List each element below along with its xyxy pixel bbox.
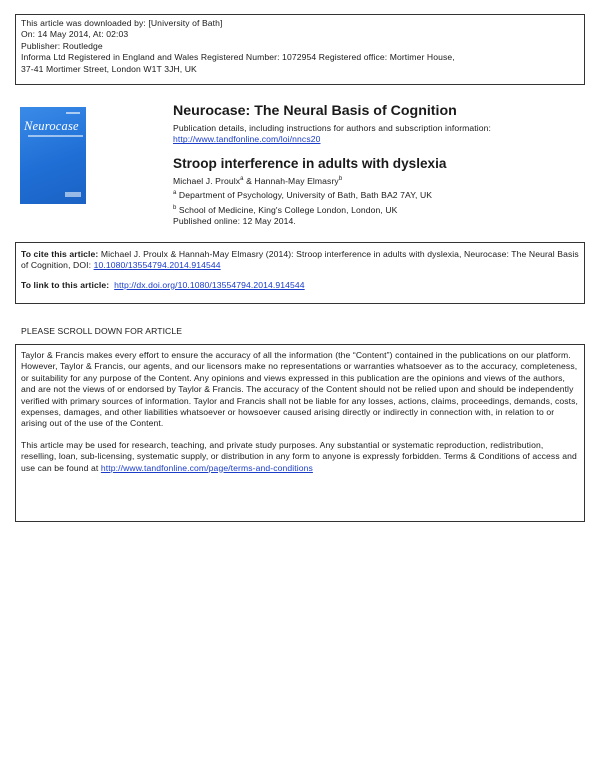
author-1: Michael J. Proulx	[173, 175, 241, 186]
publication-details	[173, 123, 585, 146]
cite-label: To cite this article:	[21, 249, 99, 259]
cover-top-mark	[66, 112, 80, 114]
cite-body: Michael J. Proulx & Hannah-May Elmasry (2014): Stroop interference in adults with dyslexia, Neurocase: The Neural Basis of Cognition, DOI:	[21, 249, 579, 271]
affiliation-a	[173, 190, 585, 201]
affiliation-a-text: Department of Psychology, University of Bath, Bath BA2 7AY, UK	[176, 190, 433, 201]
disclaimer-box	[15, 344, 585, 522]
download-line-3: Publisher: Routledge	[21, 40, 103, 51]
author-2-sup: b	[338, 175, 343, 182]
cite-doi-link[interactable]: 10.1080/13554794.2014.914544	[93, 260, 221, 271]
download-line-4: Informa Ltd Registered in England and Wales Registered Number: 1072954 Registered office: Mortimer House,	[21, 52, 455, 63]
article-doi-link[interactable]: http://dx.doi.org/10.1080/13554794.2014.914544	[114, 279, 305, 290]
citation-text	[21, 249, 579, 272]
cover-subtitle-bar	[28, 135, 83, 137]
affiliation-b-text: School of Medicine, King's College London, London, UK	[176, 204, 398, 215]
affiliation-b-sup: b	[173, 204, 177, 211]
disclaimer-paragraph-2-text: This article may be used for research, teaching, and private study purposes. Any substantial or systematic reproduction, redistribution, reselling, loan, sub-licensing, systematic supply, or distribution in any form to anyone is expressly forbidden. Terms & Conditions of access and use can be found at	[21, 439, 577, 473]
cover-title: Neurocase	[24, 119, 79, 133]
download-line-2: On: 14 May 2014, At: 02:03	[21, 29, 129, 40]
download-info-box	[15, 14, 585, 85]
journal-header	[173, 102, 585, 227]
affiliation-a-sup: a	[173, 190, 177, 197]
citation-box	[15, 242, 585, 304]
authors-line	[173, 176, 585, 187]
affiliation-b	[173, 205, 585, 216]
author-1-sup: a	[240, 175, 244, 182]
publication-details-text: Publication details, including instructions for authors and subscription information:	[173, 123, 492, 133]
journal-title: Neurocase: The Neural Basis of Cognition	[173, 103, 457, 119]
download-line-1: This article was downloaded by: [University of Bath]	[21, 18, 223, 28]
disclaimer-paragraph-2	[21, 440, 579, 474]
journal-cover-image	[20, 107, 86, 204]
journal-link[interactable]: http://www.tandfonline.com/loi/nncs20	[173, 134, 321, 145]
scroll-notice: PLEASE SCROLL DOWN FOR ARTICLE	[21, 326, 183, 336]
terms-link[interactable]: http://www.tandfonline.com/page/terms-and-conditions	[100, 462, 313, 473]
link-label: To link to this article:	[21, 279, 110, 290]
author-separator: &	[243, 175, 255, 186]
link-line	[21, 280, 579, 291]
published-online: Published online: 12 May 2014.	[173, 216, 296, 227]
article-title: Stroop interference in adults with dyslexia	[173, 155, 447, 171]
author-2: Hannah-May Elmasry	[254, 175, 339, 186]
download-line-5: 37-41 Mortimer Street, London W1T 3JH, UK	[21, 63, 197, 74]
disclaimer-paragraph-1: Taylor & Francis makes every effort to ensure the accuracy of all the information (the “Content”) contained in the publications on our platform. However, Taylor & Francis, our agents, and our licensors make no representations or warranties whatsoever as to the accuracy, completeness, or suitability for any purpose of the Content. Any opinions and views expressed in this publication are the opinions and views of the authors, and are not the views of or endorsed by Taylor & Francis. The accuracy of the Content should not be relied upon and should be independently verified with primary sources of information. Taylor and Francis shall not be liable for any losses, actions, claims, proceedings, demands, costs, expenses, damages, and other liabilities whatsoever or howsoever caused arising directly or indirectly in connection with, in relation to or arising out of the use of the Content.	[21, 350, 579, 429]
cover-publisher-mark	[65, 192, 81, 197]
